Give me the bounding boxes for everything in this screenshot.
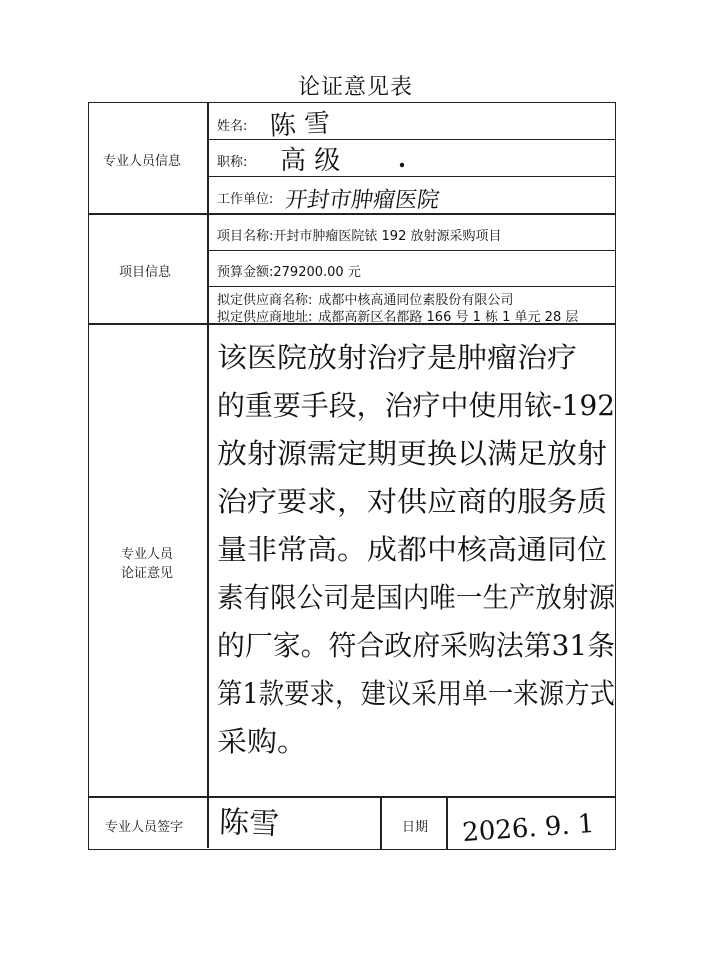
- project-name-value: 开封市肿瘤医院铱 192 放射源采购项目: [273, 229, 502, 244]
- handwritten-name: [264, 107, 384, 147]
- budget-value: 279200.00 元: [273, 265, 361, 280]
- supplier-name-label: 拟定供应商名称:: [217, 293, 313, 308]
- subrow-divider: [207, 286, 615, 287]
- opinion-label-line1: 专业人员: [121, 547, 174, 562]
- project-name: [217, 225, 501, 244]
- handwritten-opinion-svg: [213, 331, 617, 791]
- opinion-lines: [217, 341, 616, 758]
- supplier-name-value: 成都中核高通同位素股份有限公司: [318, 293, 514, 308]
- budget: [217, 261, 361, 280]
- opinion-label-line2: 论证意见: [121, 566, 174, 581]
- signature-divider: [446, 796, 448, 849]
- opinion-line: 素有限公司是国内唯一生产放射源: [217, 581, 616, 614]
- form-title: 论证意见表: [297, 75, 413, 100]
- opinion-line: 采购。: [217, 725, 307, 758]
- dot-mark: [401, 164, 403, 166]
- opinion-line: 量非常高。成都中核高通同位: [217, 533, 607, 566]
- opinion-line: 放射源需定期更换以满足放射: [217, 437, 607, 470]
- opinion-line: 第1款要求，建议采用单一来源方式: [217, 677, 615, 710]
- signature-text: 陈雪: [218, 805, 280, 843]
- handwritten-unit: [284, 181, 504, 221]
- opinion-form: [88, 102, 616, 850]
- opinion-line: 的重要手段，治疗中使用铱-192: [217, 389, 615, 422]
- opinion-line: 的厂家。符合政府采购法第31条: [217, 629, 615, 662]
- opinion-line: 该医院放射治疗是肿瘤治疗: [217, 341, 577, 374]
- handwritten-name-text: 陈 雪: [269, 108, 331, 142]
- supplier-address-value: 成都高新区名都路 166 号 1 栋 1 单元 28 层: [318, 310, 579, 325]
- title-label: 职称:: [217, 155, 248, 170]
- subrow-divider: [207, 250, 615, 251]
- handwritten-title-text: 高 级: [280, 146, 341, 176]
- signature-label: 专业人员签字: [105, 820, 184, 835]
- name-label: 姓名:: [217, 119, 248, 134]
- handwritten-signature: [215, 800, 345, 850]
- budget-label: 预算金额:: [217, 265, 274, 280]
- unit-label: 工作单位:: [217, 192, 274, 207]
- date-label: 日期: [402, 820, 429, 835]
- handwritten-date: [456, 800, 616, 850]
- expert-info-label: 专业人员信息: [103, 154, 182, 169]
- column-divider: [207, 103, 209, 848]
- row-divider: [89, 796, 615, 798]
- handwritten-opinion: [213, 331, 617, 791]
- supplier-address: [217, 306, 578, 325]
- date-text: 2026. 9. 1: [461, 808, 596, 849]
- handwritten-title: [274, 143, 414, 183]
- signature-divider: [380, 796, 382, 849]
- supplier-address-label: 拟定供应商地址:: [217, 310, 313, 325]
- project-info-label: 项目信息: [119, 265, 172, 280]
- handwritten-unit-text: 开封市肿瘤医院: [283, 187, 442, 213]
- opinion-line: 治疗要求，对供应商的服务质: [217, 485, 607, 518]
- project-name-label: 项目名称:: [217, 229, 274, 244]
